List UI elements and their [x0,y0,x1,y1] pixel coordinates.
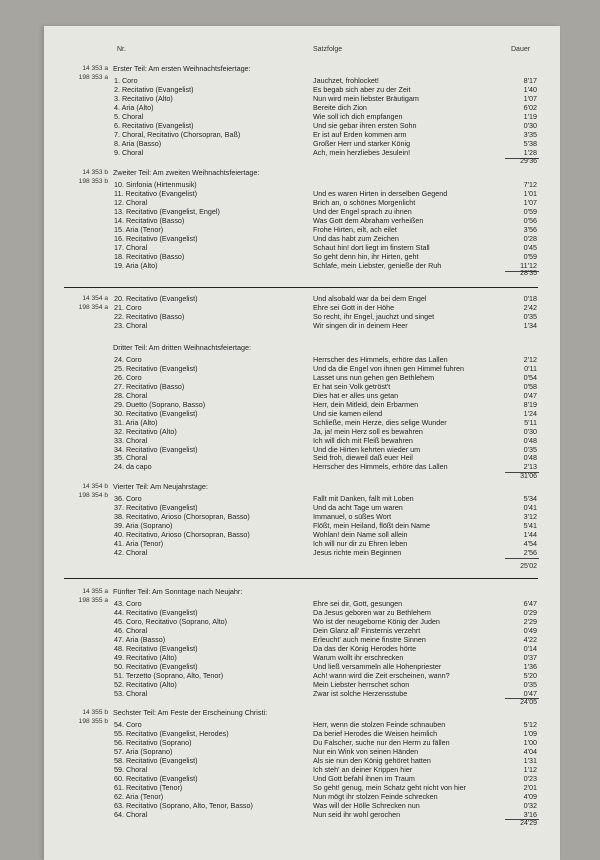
track-row [0,94,600,103]
track-row [0,644,600,653]
track-row [0,521,600,530]
track-duration: 1'44 [523,529,537,539]
track-number-and-type: 61. Recitativo (Tenor) [114,782,183,792]
track-title: Ach! wann wird die Zeit erscheinen, wann? [313,670,450,680]
track-duration: 0'56 [523,215,537,225]
track-title: Er hat sein Volk getröst't [313,381,391,391]
track-number-and-type: 22. Recitativo (Basso) [114,311,185,321]
track-title: Mein Liebster herrschet schon [313,679,410,689]
track-number-and-type: 29. Duetto (Soprano, Basso) [114,399,206,409]
track-row [0,207,600,216]
track-number-and-type: 40. Recitativo, Arioso (Chorsopran, Basso) [114,529,250,539]
track-title: Und Gott befahl ihnen im Traum [313,773,415,783]
track-title: Du Falscher, suche nur den Herrn zu fällen [313,737,450,747]
duration-sum-line [505,558,539,559]
track-duration: 3'16 [523,809,537,819]
part-total-duration: 25'02 [520,563,537,570]
track-row [0,303,600,312]
track-title: Und da die Engel von ihnen gen Himmel fuhren [313,363,465,373]
part-total-duration: 24'29 [520,820,537,827]
track-title: Nur ein Wink von seinen Händen [313,746,419,756]
header-satzfolge: Satzfolge [313,46,343,53]
track-row [0,548,600,557]
track-row [0,85,600,94]
track-number-and-type: 25. Recitativo (Evangelist) [114,363,198,373]
track-duration: 0'45 [523,242,537,252]
track-row [0,503,600,512]
track-title: Zwar ist solche Herzensstube [313,688,408,698]
track-title: Wie soll ich dich empfangen [313,111,403,121]
track-duration: 5'34 [523,494,537,503]
track-row [0,512,600,521]
track-number-and-type: 17. Choral [114,242,148,252]
track-number-and-type: 19. Aria (Alto) [114,260,158,270]
track-duration: 2'56 [523,547,537,557]
track-title: Erleucht' auch meine finstre Sinnen [313,634,426,644]
track-duration: 4'09 [523,791,537,801]
part-title: Dritter Teil: Am dritten Weihnachtsfeiertage: [113,343,251,352]
track-number-and-type: 34. Recitativo (Evangelist) [114,444,198,454]
track-number-and-type: 11. Recitativo (Evangelist) [114,188,197,198]
track-number-and-type: 44. Recitativo (Evangelist) [114,607,198,617]
track-row [0,409,600,418]
track-title: Da das der König Herodes hörte [313,643,417,653]
track-duration: 2'29 [523,616,537,626]
track-row [0,810,600,819]
track-duration: 0'23 [523,773,537,783]
track-row [0,148,600,157]
track-number-and-type: 59. Choral [114,764,148,774]
track-title: Herrscher des Himmels, erhöre das Lallen [313,355,448,364]
track-duration: 5'11 [524,417,537,427]
track-duration: 0'28 [523,233,537,243]
catalog-line: 198 354 a [78,304,108,311]
track-row [0,103,600,112]
track-title: Brich an, o schönes Morgenlicht [313,197,416,207]
part-total-duration: 24'05 [520,699,537,706]
track-title: Was will der Hölle Schrecken nun [313,800,420,810]
track-title: Ach, mein herzliebes Jesulein! [313,147,411,157]
track-duration: 3'56 [523,224,537,234]
track-row [0,680,600,689]
track-number-and-type: 14. Recitativo (Basso) [114,215,185,225]
track-number-and-type: 35. Choral [114,453,148,463]
track-row [0,373,600,382]
track-number-and-type: 10. Sinfonia (Hirtenmusik) [114,180,197,189]
track-duration: 1'28 [523,147,537,157]
track-row [0,418,600,427]
track-duration: 5'41 [523,520,537,530]
track-title: Ich will dich mit Fleiß bewahren [313,435,413,445]
track-row [0,436,600,445]
track-title: Seid froh, dieweil daß euer Heil [313,453,413,463]
catalog-line: 14 353 a [82,65,108,72]
track-duration: 1'34 [523,320,537,330]
track-row [0,729,600,738]
track-row [0,355,600,364]
track-duration: 4'22 [523,634,537,644]
part-title: Sechster Teil: Am Feste der Erscheinung Christi: [113,708,268,717]
track-number-and-type: 9. Choral [114,147,144,157]
track-row [0,76,600,85]
track-number-and-type: 52. Recitativo (Alto) [114,679,177,689]
track-title: Ehre sei Gott in der Höhe [313,302,395,312]
track-duration: 0'37 [523,652,537,662]
track-row [0,391,600,400]
track-number-and-type: 2. Recitativo (Evangelist) [114,84,194,94]
track-number-and-type: 43. Coro [114,599,142,608]
track-number-and-type: 28. Choral [114,390,148,400]
track-duration: 6'47 [523,599,537,608]
track-duration: 7'12 [523,180,537,189]
catalog-line: 14 355 b [82,709,108,716]
track-number-and-type: 20. Recitativo (Evangelist) [114,294,198,303]
track-duration: 0'11 [524,363,537,373]
track-duration: 1'36 [523,661,537,671]
track-duration: 11'12 [520,260,537,270]
track-title: Da berief Herodes die Weisen heimlich [313,728,438,738]
track-duration: 0'35 [523,444,537,454]
track-number-and-type: 42. Choral [114,547,148,557]
track-duration: 0'30 [523,120,537,130]
track-row [0,121,600,130]
track-duration: 1'40 [523,84,537,94]
track-number-and-type: 62. Aria (Tenor) [114,791,164,801]
track-title: Ehre sei dir, Gott, gesungen [313,599,403,608]
track-row [0,689,600,698]
track-row [0,189,600,198]
part-total-duration: 29'36 [520,158,537,165]
track-title: Schlafe, mein Liebster, genieße der Ruh [313,260,442,270]
track-title: Frohe Hirten, eilt, ach eilet [313,224,397,234]
track-row [0,530,600,539]
track-row [0,662,600,671]
track-number-and-type: 26. Coro [114,372,142,382]
track-title: Und da acht Tage um waren [313,502,403,512]
track-title: Ich steh' an deiner Krippen hier [313,764,413,774]
track-duration: 0'47 [523,390,537,400]
track-title: Bereite dich Zion [313,102,367,112]
track-number-and-type: 15. Aria (Tenor) [114,224,164,234]
track-number-and-type: 39. Aria (Soprano) [114,520,173,530]
track-row [0,400,600,409]
track-row [0,617,600,626]
catalog-line: 198 353 b [78,178,108,185]
track-duration: 0'54 [523,372,537,382]
track-title: Nun seid ihr wohl gerochen [313,809,401,819]
track-duration: 5'38 [523,138,537,148]
track-title: So recht, ihr Engel, jauchzt und singet [313,311,435,321]
track-number-and-type: 24. da capo [114,462,152,472]
track-title: Herrscher des Himmels, erhöre das Lallen [313,462,448,472]
track-row [0,453,600,462]
track-number-and-type: 46. Choral [114,625,148,635]
track-number-and-type: 31. Aria (Alto) [114,417,158,427]
track-row [0,364,600,373]
track-duration: 1'07 [523,93,537,103]
track-row [0,738,600,747]
track-number-and-type: 51. Terzetto (Soprano, Alto, Tenor) [114,670,224,680]
track-title: Und ließ versammeln alle Hohenpriester [313,661,442,671]
track-row [0,321,600,330]
part-title: Zweiter Teil: Am zweiten Weihnachtsfeiertage: [113,168,260,177]
track-number-and-type: 16. Recitativo (Evangelist) [114,233,198,243]
track-number-and-type: 27. Recitativo (Basso) [114,381,185,391]
track-duration: 3'12 [523,511,537,521]
track-title: Warum wollt ihr erschrecken [313,652,404,662]
track-duration: 4'54 [523,538,537,548]
track-row [0,765,600,774]
track-duration: 8'19 [523,399,537,409]
part-total-duration: 31'06 [520,473,537,480]
track-duration: 5'20 [523,670,537,680]
track-row [0,225,600,234]
track-row [0,112,600,121]
track-duration: 0'35 [523,679,537,689]
track-row [0,792,600,801]
track-number-and-type: 64. Choral [114,809,148,819]
track-title: Jesus richte mein Beginnen [313,547,402,557]
track-number-and-type: 47. Aria (Basso) [114,634,166,644]
track-duration: 1'09 [523,728,537,738]
track-title: Ja, ja! mein Herz soll es bewahren [313,426,423,436]
track-duration: 0'18 [523,294,537,303]
track-title: Lasset uns nun gehen gen Bethlehem [313,372,435,382]
catalog-line: 14 353 b [82,169,108,176]
track-title: Immanuel, o süßes Wort [313,511,392,521]
track-title: Fallt mit Danken, fallt mit Loben [313,494,414,503]
side-divider [64,578,538,579]
part-title: Erster Teil: Am ersten Weihnachtsfeiertage: [113,64,251,73]
track-title: Flößt, mein Heiland, flößt dein Name [313,520,431,530]
track-row [0,494,600,503]
track-duration: 1'31 [523,755,537,765]
track-duration: 0'48 [523,453,537,463]
track-title: Und die Hirten kehrten wieder um [313,444,421,454]
track-number-and-type: 12. Choral [114,197,148,207]
side-divider [64,287,538,288]
track-duration: 0'14 [523,643,537,653]
track-number-and-type: 24. Coro [114,355,142,364]
track-title: Nun wird mein liebster Bräutigam [313,93,419,103]
track-row [0,653,600,662]
track-number-and-type: 1. Coro [114,76,138,85]
track-row [0,626,600,635]
track-row [0,445,600,454]
track-title: Jauchzet, frohlocket! [313,76,379,85]
track-duration: 2'12 [523,355,537,364]
track-row [0,382,600,391]
track-duration: 0'47 [523,688,537,698]
track-number-and-type: 38. Recitativo, Arioso (Chorsopran, Basso) [114,511,250,521]
track-row [0,130,600,139]
track-duration: 3'35 [523,129,537,139]
track-number-and-type: 55. Recitativo (Evangelist, Herodes) [114,728,229,738]
track-duration: 0'59 [523,251,537,261]
track-number-and-type: 5. Choral [114,111,144,121]
track-number-and-type: 33. Choral [114,435,148,445]
track-duration: 8'17 [523,76,537,85]
track-duration: 1'12 [523,764,537,774]
track-duration: 0'29 [523,607,537,617]
track-row [0,139,600,148]
track-row [0,180,600,189]
track-title: Und der Engel sprach zu ihnen [313,206,412,216]
track-title: Schließe, mein Herze, dies selige Wunder [313,417,447,427]
track-number-and-type: 45. Coro, Recitativo (Soprano, Alto) [114,616,228,626]
track-number-and-type: 13. Recitativo (Evangelist, Engel) [114,206,220,216]
track-row [0,635,600,644]
track-row [0,243,600,252]
track-number-and-type: 54. Coro [114,720,142,729]
track-duration: 0'58 [523,381,537,391]
track-title: Da Jesus geboren war zu Bethlehem [313,607,431,617]
track-number-and-type: 58. Recitativo (Evangelist) [114,755,198,765]
track-title: So geht! genug, mein Schatz geht nicht von hier [313,782,467,792]
catalog-line: 14 354 a [82,295,108,302]
track-row [0,427,600,436]
catalog-line: 198 353 a [78,74,108,81]
track-number-and-type: 7. Choral, Recitativo (Chorsopran, Baß) [114,129,241,139]
track-duration: 0'32 [523,800,537,810]
track-row [0,756,600,765]
track-duration: 4'04 [523,746,537,756]
track-title: Nun mögt ihr stolzen Feinde schrecken [313,791,438,801]
track-row [0,539,600,548]
track-duration: 2'01 [523,782,537,792]
track-number-and-type: 50. Recitativo (Evangelist) [114,661,198,671]
track-number-and-type: 23. Choral [114,320,148,330]
track-row [0,198,600,207]
track-number-and-type: 49. Recitativo (Alto) [114,652,177,662]
track-number-and-type: 41. Aria (Tenor) [114,538,164,548]
track-title: Und es waren Hirten in derselben Gegend [313,188,448,198]
track-duration: 1'00 [523,737,537,747]
track-row [0,252,600,261]
track-title: Was Gott dem Abraham verheißen [313,215,424,225]
track-duration: 0'41 [523,502,537,512]
track-row [0,801,600,810]
track-row [0,261,600,270]
track-number-and-type: 21. Coro [114,302,142,312]
track-title: Und alsobald war da bei dem Engel [313,294,427,303]
track-title: Herr, wenn die stolzen Feinde schnauben [313,720,446,729]
track-number-and-type: 8. Aria (Basso) [114,138,162,148]
track-row [0,720,600,729]
track-row [0,783,600,792]
track-number-and-type: 32. Recitativo (Alto) [114,426,177,436]
catalog-line: 198 354 b [78,492,108,499]
track-duration: 0'59 [523,206,537,216]
track-duration: 5'12 [523,720,537,729]
track-number-and-type: 4. Aria (Alto) [114,102,154,112]
track-title: Herr, dein Mitleid, dein Erbarmen [313,399,419,409]
track-number-and-type: 30. Recitativo (Evangelist) [114,408,198,418]
track-number-and-type: 6. Recitativo (Evangelist) [114,120,194,130]
track-duration: 2'13 [523,462,537,472]
track-title: Es begab sich aber zu der Zeit [313,84,411,94]
track-number-and-type: 63. Recitativo (Soprano, Alto, Tenor, Basso) [114,800,253,810]
track-number-and-type: 60. Recitativo (Evangelist) [114,773,198,783]
track-duration: 6'02 [523,102,537,112]
part-title: Fünfter Teil: Am Sonntage nach Neujahr: [113,587,243,596]
track-title: Wohlan! dein Name soll allein [313,529,408,539]
track-title: Ich will nur dir zu Ehren leben [313,538,408,548]
track-row [0,312,600,321]
track-row [0,608,600,617]
track-row [0,462,600,471]
track-duration: 0'30 [523,426,537,436]
track-duration: 0'35 [523,311,537,321]
track-duration: 2'42 [523,302,537,312]
catalog-line: 198 355 a [78,597,108,604]
part-title: Vierter Teil: Am Neujahrstage: [113,482,208,491]
part-total-duration: 28'35 [520,270,537,277]
track-number-and-type: 36. Coro [114,494,142,503]
track-row [0,599,600,608]
track-title: Und sie gebar ihren ersten Sohn [313,120,417,130]
track-row [0,216,600,225]
track-title: Und das habt zum Zeichen [313,233,399,243]
track-title: Als sie nun den König gehöret hatten [313,755,431,765]
track-duration: 1'24 [523,408,537,418]
track-number-and-type: 3. Recitativo (Alto) [114,93,173,103]
track-duration: 0'49 [523,625,537,635]
track-title: Er ist auf Erden kommen arm [313,129,407,139]
track-duration: 1'19 [523,111,537,121]
track-row [0,234,600,243]
track-number-and-type: 48. Recitativo (Evangelist) [114,643,198,653]
catalog-line: 198 355 b [78,718,108,725]
track-number-and-type: 56. Recitativo (Soprano) [114,737,192,747]
track-title: Dein Glanz all' Finsternis verzehrt [313,625,421,635]
track-row [0,747,600,756]
track-title: Schaut hin! dort liegt im finstern Stall [313,242,430,252]
track-duration: 0'48 [523,435,537,445]
catalog-line: 14 354 b [82,483,108,490]
track-number-and-type: 53. Choral [114,688,148,698]
track-title: Wir singen dir in deinem Heer [313,320,408,330]
track-number-and-type: 57. Aria (Soprano) [114,746,173,756]
header-nr: Nr. [117,46,126,53]
track-title: Wo ist der neugeborne König der Juden [313,616,440,626]
track-title: Großer Herr und starker König [313,138,411,148]
track-number-and-type: 37. Recitativo (Evangelist) [114,502,198,512]
track-row [0,671,600,680]
header-dauer: Dauer [511,46,531,53]
track-title: Und sie kamen eilend [313,408,383,418]
track-row [0,294,600,303]
catalog-line: 14 355 a [82,588,108,595]
track-duration: 1'07 [523,197,537,207]
track-title: Dies hat er alles uns getan [313,390,399,400]
track-title: So geht denn hin, ihr Hirten, geht [313,251,419,261]
track-duration: 1'01 [523,188,537,198]
track-row [0,774,600,783]
track-number-and-type: 18. Recitativo (Basso) [114,251,185,261]
